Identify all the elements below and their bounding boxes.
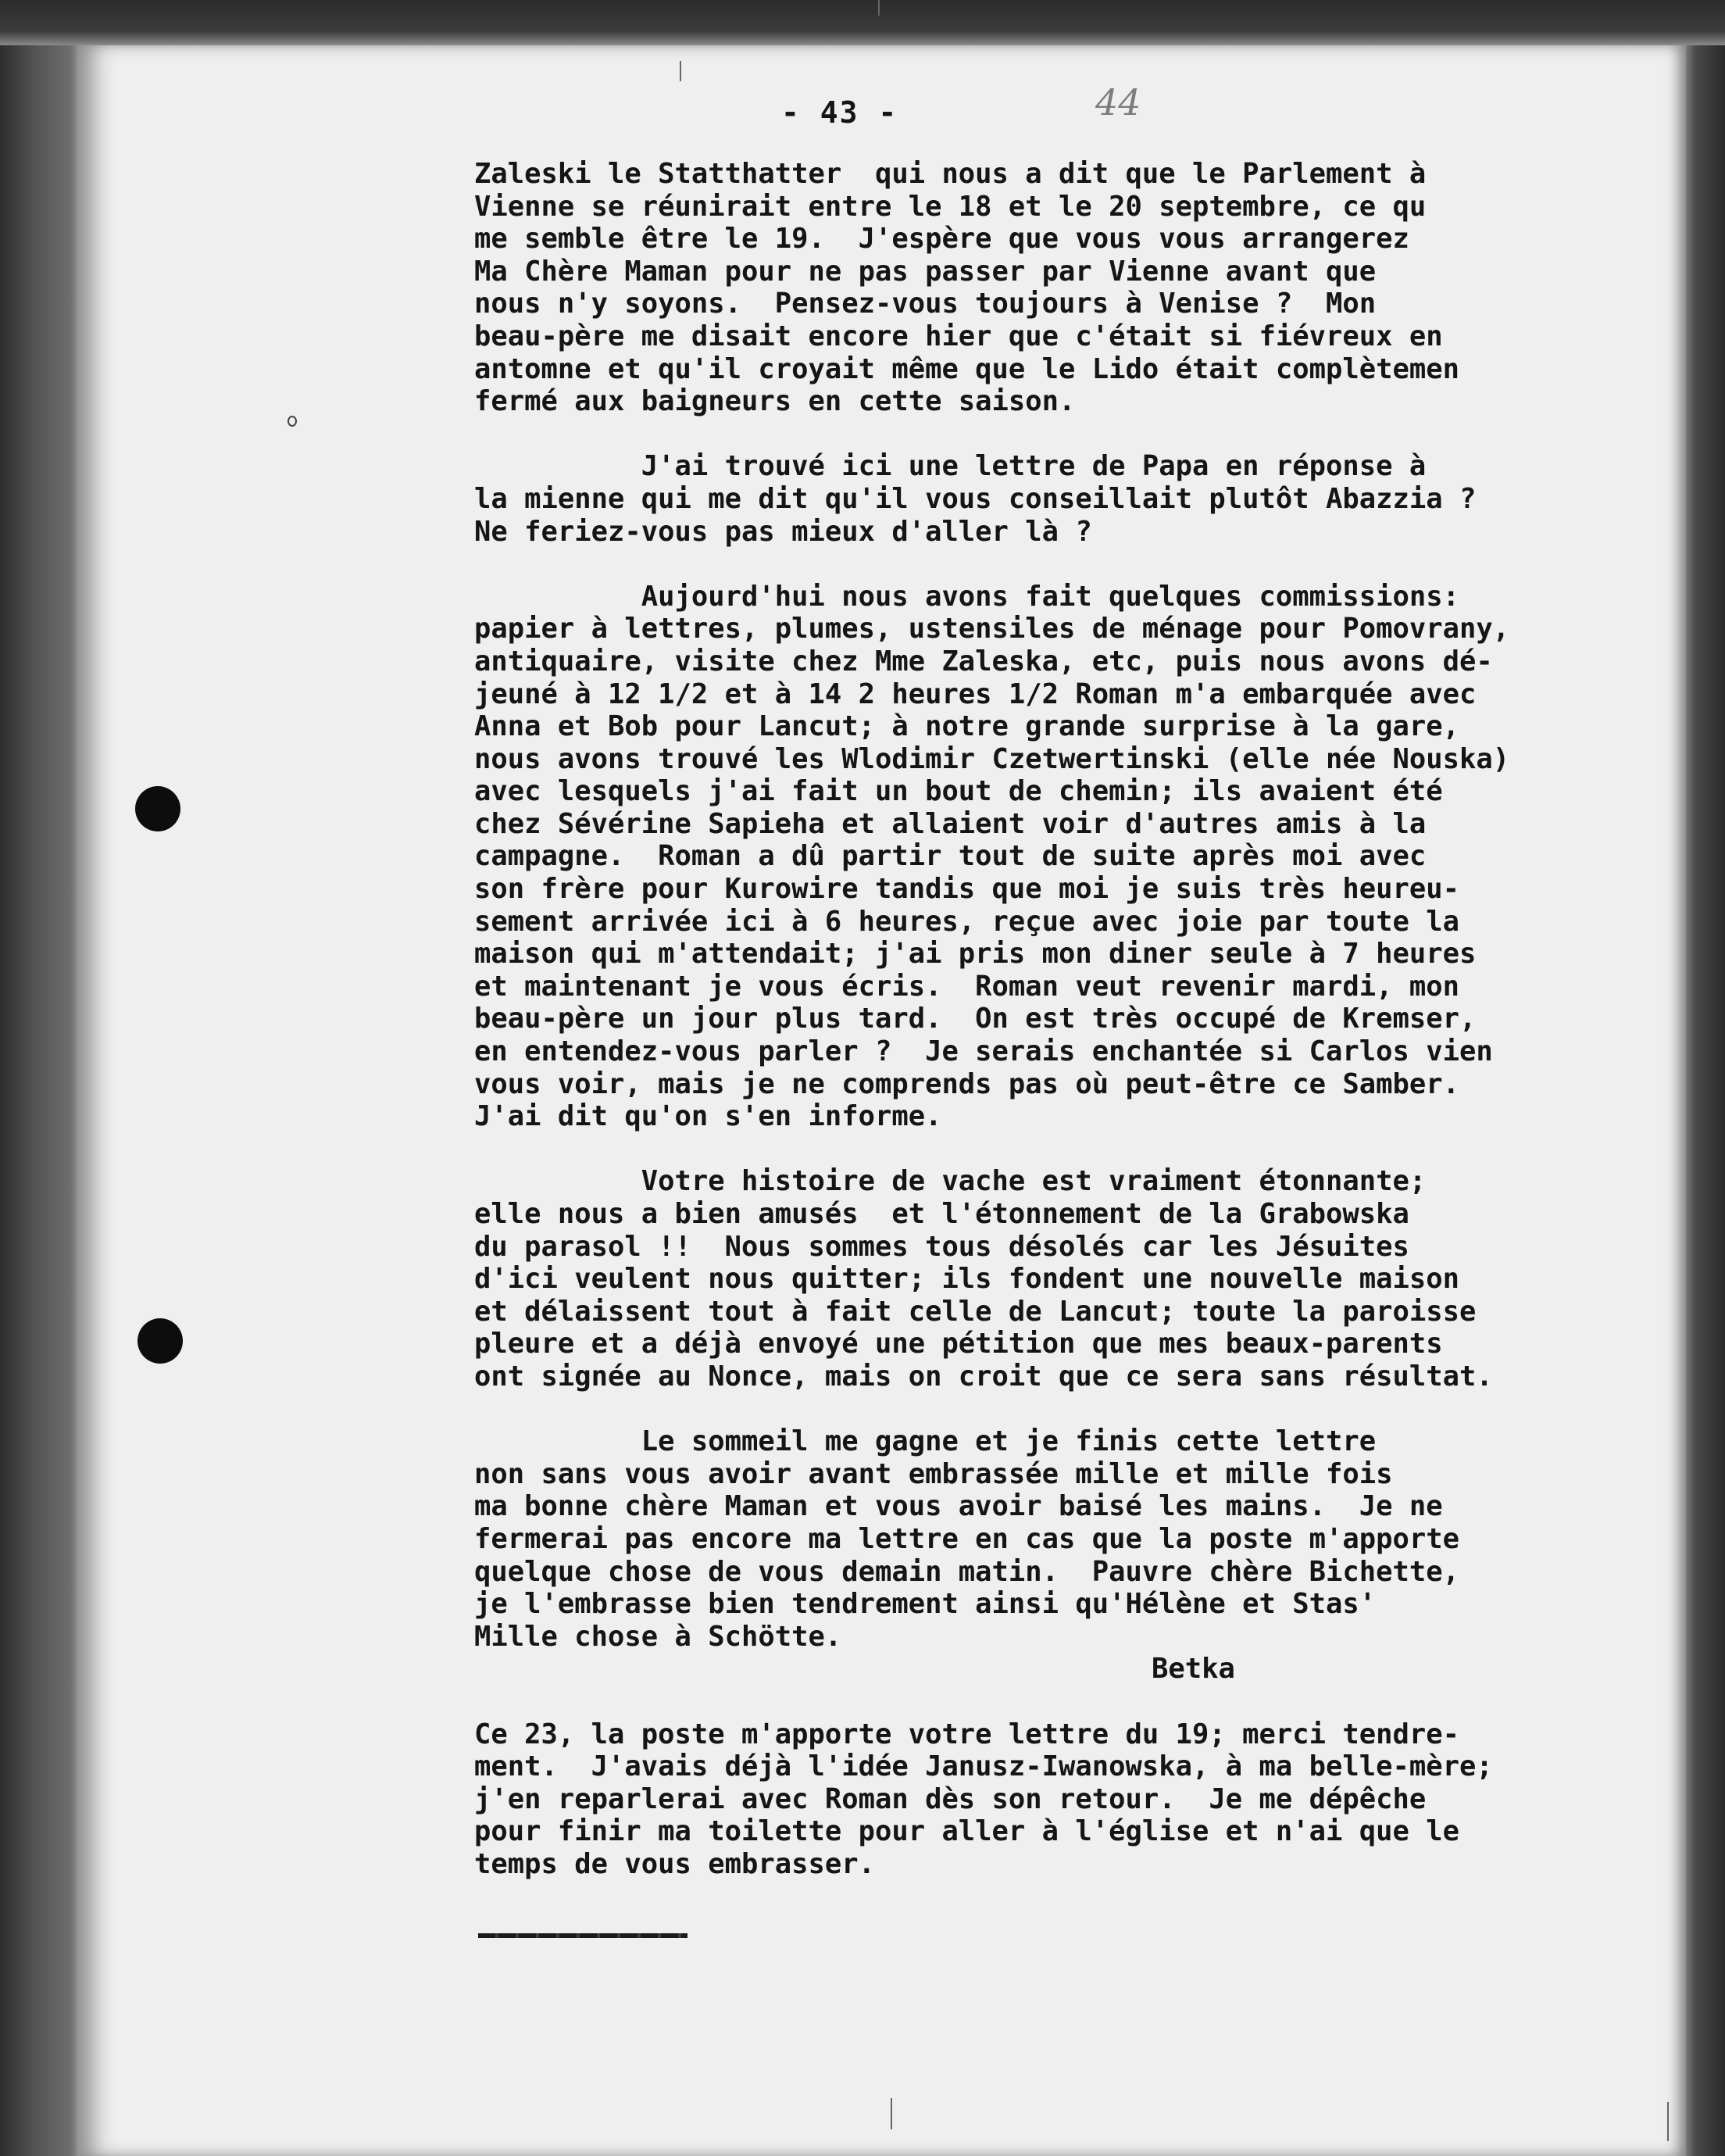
text-line: vous voir, mais je ne comprends pas où peut-être ce Samber.: [474, 1067, 1459, 1100]
text-line: Votre histoire de vache est vraiment étonnante;: [474, 1165, 1427, 1198]
text-line: ont signée au Nonce, mais on croit que ce sera sans résultat.: [474, 1360, 1493, 1393]
text-line: du parasol !! Nous sommes tous désolés car les Jésuites: [474, 1230, 1409, 1263]
text-line: et délaissent tout à fait celle de Lancut; toute la paroisse: [474, 1295, 1477, 1328]
text-line: pleure et a déjà envoyé une pétition que mes beaux-parents: [474, 1328, 1443, 1360]
text-line: avec lesquels j'ai fait un bout de chemin; ils avaient été: [474, 775, 1443, 808]
text-line: papier à lettres, plumes, ustensiles de ménage pour Pomovrany,: [474, 613, 1510, 645]
scan-top-edge: [0, 0, 1725, 45]
text-line: elle nous a bien amusés et l'étonnement de la Grabowska: [474, 1198, 1409, 1230]
text-line: campagne. Roman a dû partir tout de suite après moi avec: [474, 840, 1427, 873]
text-line: temps de vous embrasser.: [474, 1847, 875, 1880]
text-line: antomne et qu'il croyait même que le Lido était complètemen: [474, 352, 1459, 385]
text-line: chez Sévérine Sapieha et allaient voir d'autres amis à la: [474, 807, 1427, 840]
letter-body: [474, 158, 1662, 1880]
text-line: nous avons trouvé les Wlodimir Czetwertinski (elle née Nouska): [474, 742, 1510, 775]
text-line: Le sommeil me gagne et je finis cette lettre: [474, 1425, 1377, 1458]
scan-mark: [680, 61, 681, 81]
paragraph: [474, 1718, 1662, 1881]
text-line: non sans vous avoir avant embrassée mille et mille fois: [474, 1457, 1393, 1490]
scan-mark: [1667, 2102, 1669, 2141]
text-line: fermé aux baigneurs en cette saison.: [474, 385, 1076, 418]
text-line: Ma Chère Maman pour ne pas passer par Vienne avant que: [474, 255, 1377, 288]
text-line: d'ici veulent nous quitter; ils fondent une nouvelle maison: [474, 1263, 1459, 1296]
text-line: J'ai trouvé ici une lettre de Papa en réponse à: [474, 450, 1427, 483]
text-line: me semble être le 19. J'espère que vous vous arrangerez: [474, 223, 1409, 256]
text-line: ma bonne chère Maman et vous avoir baisé les mains. Je ne: [474, 1490, 1443, 1523]
paragraph: [474, 1425, 1662, 1686]
scan-mark: [891, 2098, 892, 2129]
punch-hole: [135, 786, 180, 831]
text-line: nous n'y soyons. Pensez-vous toujours à Venise ? Mon: [474, 288, 1377, 320]
paragraph: [474, 581, 1662, 1133]
punch-hole: [138, 1318, 183, 1364]
text-line: j'en reparlerai avec Roman dès son retour. Je me dépêche: [474, 1782, 1427, 1815]
text-line: maison qui m'attendait; j'ai pris mon diner seule à 7 heures: [474, 938, 1477, 971]
text-line: Mille chose à Schötte.: [474, 1620, 842, 1653]
text-line: son frère pour Kurowire tandis que moi je suis très heureu-: [474, 873, 1459, 906]
text-line: Ce 23, la poste m'apporte votre lettre du 19; merci tendre-: [474, 1718, 1459, 1750]
scan-mark: [878, 0, 880, 16]
paragraph: [474, 450, 1662, 548]
text-line: Zaleski le Statthatter qui nous a dit que le Parlement à: [474, 158, 1427, 190]
paragraph: [474, 158, 1662, 418]
text-line: la mienne qui me dit qu'il vous conseillait plutôt Abazzia ?: [474, 482, 1477, 515]
text-line: Vienne se réunirait entre le 18 et le 20 septembre, ce qu: [474, 190, 1427, 223]
text-line: pour finir ma toilette pour aller à l'église et n'ai que le: [474, 1815, 1459, 1848]
text-line: je l'embrasse bien tendrement ainsi qu'Hélène et Stas': [474, 1588, 1377, 1621]
text-line: jeuné à 12 1/2 et à 14 2 heures 1/2 Roman m'a embarquée avec: [474, 678, 1477, 710]
paper-speck: [288, 416, 297, 427]
paragraph: [474, 1165, 1662, 1393]
text-line: beau-père un jour plus tard. On est très occupé de Kremser,: [474, 1003, 1477, 1035]
text-line: sement arrivée ici à 6 heures, reçue avec joie par toute la: [474, 905, 1459, 938]
text-line: J'ai dit qu'on s'en informe.: [474, 1100, 942, 1133]
page-number: - 43 -: [781, 95, 898, 130]
text-line: en entendez-vous parler ? Je serais enchantée si Carlos vien: [474, 1035, 1493, 1068]
text-line: et maintenant je vous écris. Roman veut revenir mardi, mon: [474, 970, 1459, 1003]
text-line: ment. J'avais déjà l'idée Janusz-Iwanowska, à ma belle-mère;: [474, 1750, 1493, 1783]
text-line: Aujourd'hui nous avons fait quelques commissions:: [474, 580, 1459, 613]
text-line: beau-père me disait encore hier que c'était si fiévreux en: [474, 320, 1443, 352]
text-line: quelque chose de vous demain matin. Pauvre chère Bichette,: [474, 1555, 1459, 1588]
closing-rule: [478, 1933, 688, 1938]
handwritten-page-number: 44: [1095, 81, 1141, 123]
signature: Betka: [1152, 1653, 1235, 1686]
text-line: antiquaire, visite chez Mme Zaleska, etc, puis nous avons dé-: [474, 645, 1493, 678]
text-line: fermerai pas encore ma lettre en cas que la poste m'apporte: [474, 1522, 1459, 1555]
text-line: Ne feriez-vous pas mieux d'aller là ?: [474, 515, 1092, 548]
text-line: Anna et Bob pour Lancut; à notre grande surprise à la gare,: [474, 710, 1459, 743]
